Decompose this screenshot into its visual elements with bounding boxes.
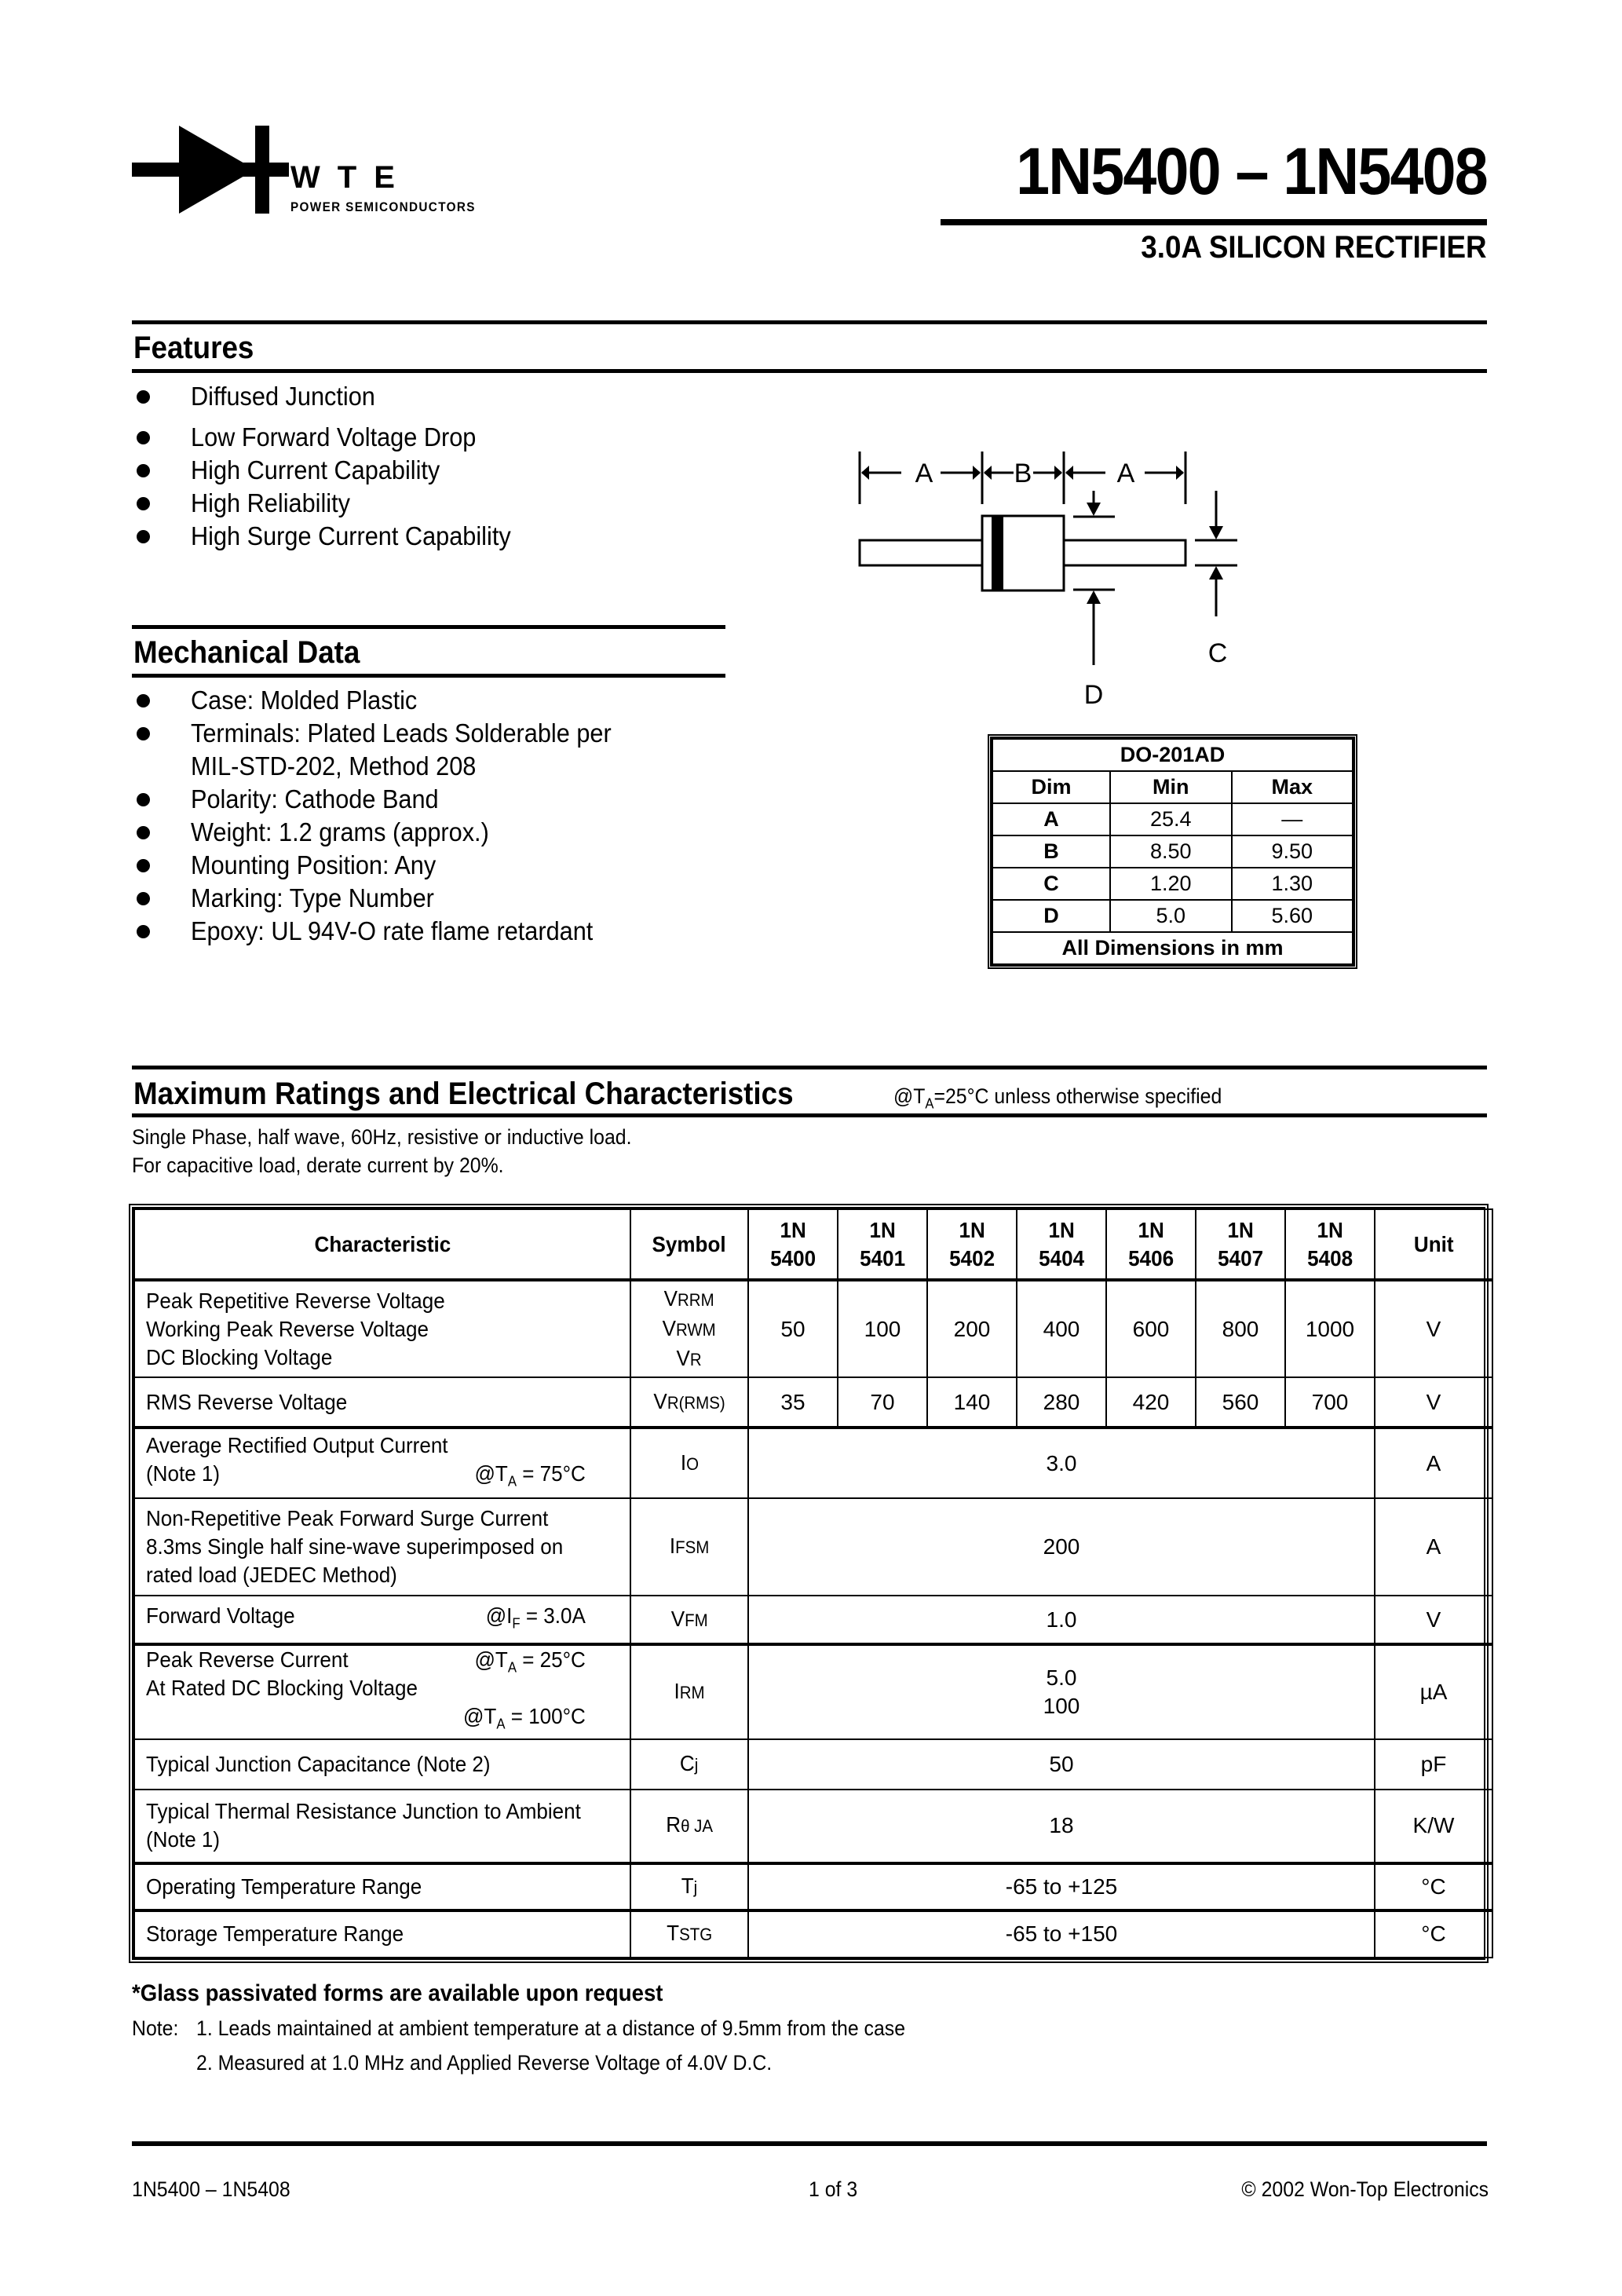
ratings-note-line2: For capacitive load, derate current by 20%.	[132, 1153, 504, 1177]
table-row-cj: Typical Junction Capacitance (Note 2) Cj 50 pF	[134, 1739, 1492, 1790]
dim-label-d: D	[1083, 680, 1104, 710]
footer-rule	[132, 2141, 1487, 2146]
mechanical-item: Marking: Type Number	[132, 882, 643, 915]
features-heading: Features	[133, 331, 254, 365]
dimension-units-note: All Dimensions in mm	[992, 932, 1353, 964]
note-1: 1. Leads maintained at ambient temperature at a distance of 9.5mm from the case	[196, 2016, 906, 2040]
note-2: 2. Measured at 1.0 MHz and Applied Reverse Voltage of 4.0V D.C.	[196, 2051, 773, 2075]
mechanical-item: Epoxy: UL 94V-O rate flame retardant	[132, 915, 643, 948]
mechanical-item: Mounting Position: Any	[132, 849, 643, 882]
bullet-icon	[137, 826, 150, 839]
dimension-row: B 8.50 9.50	[992, 835, 1353, 868]
company-logo	[132, 119, 477, 221]
dim-header: Dim	[992, 771, 1110, 803]
diode-symbol-icon	[132, 119, 289, 221]
bullet-icon	[137, 497, 150, 510]
feature-item: High Reliability	[132, 487, 535, 520]
dim-label-c: C	[1207, 638, 1228, 668]
mechanical-item: Weight: 1.2 grams (approx.)	[132, 816, 643, 849]
table-row-vfm: Forward Voltage $@I_F = 3.0A$ VFM 1.0 V	[134, 1596, 1492, 1644]
bullet-icon	[137, 925, 150, 938]
copyright: © 2002 Won-Top Electronics	[1241, 2177, 1489, 2201]
footer-part-range: 1N5400 – 1N5408	[132, 2177, 290, 2201]
mechanical-item-continued: MIL-STD-202, Method 208	[191, 751, 477, 781]
note-label: Note:	[132, 2016, 179, 2040]
bullet-icon	[137, 793, 150, 806]
table-row-irm: Peak Reverse Current $@T_A = 25^\circ C$ At Rated DC Blocking Voltage $@T_A = 100^\circ C$ IRM 5.0 100 µA	[134, 1644, 1492, 1739]
table-row-ifsm: Non-Repetitive Peak Forward Surge Current 8.3ms Single half sine-wave superimposed on rated load (JEDEC Method) IFSM 200 A	[134, 1498, 1492, 1596]
max-header: Max	[1232, 771, 1353, 803]
ratings-bottom-rule	[132, 1113, 1487, 1117]
ratings-table	[129, 1204, 1489, 1963]
glass-passivated-note: *Glass passivated forms are available upon request	[132, 1980, 663, 2006]
dimension-row: A 25.4 —	[992, 803, 1353, 835]
title-divider	[941, 219, 1487, 225]
page-number: 1 of 3	[809, 2177, 858, 2201]
mechanical-item: Case: Molded Plastic	[132, 684, 643, 717]
col-1n5400: 1N 5400	[748, 1209, 838, 1280]
dim-label-b: B	[1014, 459, 1032, 488]
mechanical-item: Terminals: Plated Leads Solderable per	[132, 717, 643, 750]
bullet-icon	[137, 390, 150, 404]
bullet-icon	[137, 530, 150, 543]
features-top-rule	[132, 320, 1487, 324]
table-row-io: Average Rectified Output Current (Note 1) $@T_A = 75^\circ C$ IO 3.0 A	[134, 1428, 1492, 1498]
logo-brand: WTE	[290, 160, 412, 195]
table-row-rthja: Typical Thermal Resistance Junction to Ambient (Note 1) Rθ JA 18 K/W	[134, 1790, 1492, 1863]
mechanical-heading: Mechanical Data	[133, 635, 360, 670]
feature-item: High Surge Current Capability	[132, 520, 535, 553]
dimension-table	[988, 734, 1357, 969]
package-outline-diagram	[848, 440, 1507, 738]
col-symbol: Symbol	[630, 1209, 748, 1280]
table-row-vrms: RMS Reverse Voltage VR(RMS) 35 70 140 280 420 560 700 V	[134, 1377, 1492, 1428]
page-title: 1N5400 – 1N5408	[1016, 134, 1487, 208]
dimension-row: C 1.20 1.30	[992, 868, 1353, 900]
col-1n5407: 1N 5407	[1196, 1209, 1285, 1280]
bullet-icon	[137, 727, 150, 740]
col-unit: Unit	[1375, 1209, 1492, 1280]
col-1n5401: 1N 5401	[838, 1209, 927, 1280]
mechanical-top-rule	[132, 625, 725, 629]
dim-label-a-right: A	[1116, 459, 1135, 488]
mechanical-item: Polarity: Cathode Band	[132, 783, 643, 816]
package-name: DO-201AD	[992, 739, 1353, 771]
logo-tagline: POWER SEMICONDUCTORS	[290, 199, 476, 214]
ratings-heading-row	[133, 1078, 851, 1110]
table-row-tstg: Storage Temperature Range TSTG -65 to +150 °C	[134, 1910, 1492, 1958]
features-bottom-rule	[132, 369, 1487, 373]
ratings-condition: $@T_A=25^\circ C$ unless otherwise specified	[893, 1084, 1222, 1112]
ratings-heading: Maximum Ratings and Electrical Characteristics	[133, 1077, 794, 1111]
ratings-top-rule	[132, 1066, 1487, 1069]
mechanical-list	[132, 684, 643, 948]
min-header: Min	[1110, 771, 1231, 803]
dimension-row: D 5.0 5.60	[992, 900, 1353, 932]
col-characteristic: Characteristic	[134, 1209, 630, 1280]
table-row-vrrm: Peak Repetitive Reverse Voltage Working Peak Reverse Voltage DC Blocking Voltage VRRM VRWM VR 50 100 200 400 600 800 1000 V	[134, 1280, 1492, 1377]
dim-label-a-left: A	[915, 459, 933, 488]
feature-item: Low Forward Voltage Drop	[132, 421, 535, 454]
col-1n5402: 1N 5402	[927, 1209, 1017, 1280]
table-row-tj: Operating Temperature Range Tj -65 to +125 °C	[134, 1863, 1492, 1910]
feature-item: High Current Capability	[132, 454, 535, 487]
page-subtitle: 3.0A SILICON RECTIFIER	[1141, 230, 1487, 265]
col-1n5404: 1N 5404	[1017, 1209, 1106, 1280]
bullet-icon	[137, 431, 150, 444]
bullet-icon	[137, 694, 150, 707]
col-1n5408: 1N 5408	[1285, 1209, 1375, 1280]
features-list	[132, 380, 535, 553]
mechanical-bottom-rule	[132, 674, 725, 678]
bullet-icon	[137, 859, 150, 872]
feature-item: Diffused Junction	[132, 380, 535, 413]
bullet-icon	[137, 464, 150, 477]
ratings-note-line1: Single Phase, half wave, 60Hz, resistive or inductive load.	[132, 1125, 632, 1149]
bullet-icon	[137, 892, 150, 905]
col-1n5406: 1N 5406	[1106, 1209, 1196, 1280]
table-header-row	[134, 1209, 1492, 1280]
